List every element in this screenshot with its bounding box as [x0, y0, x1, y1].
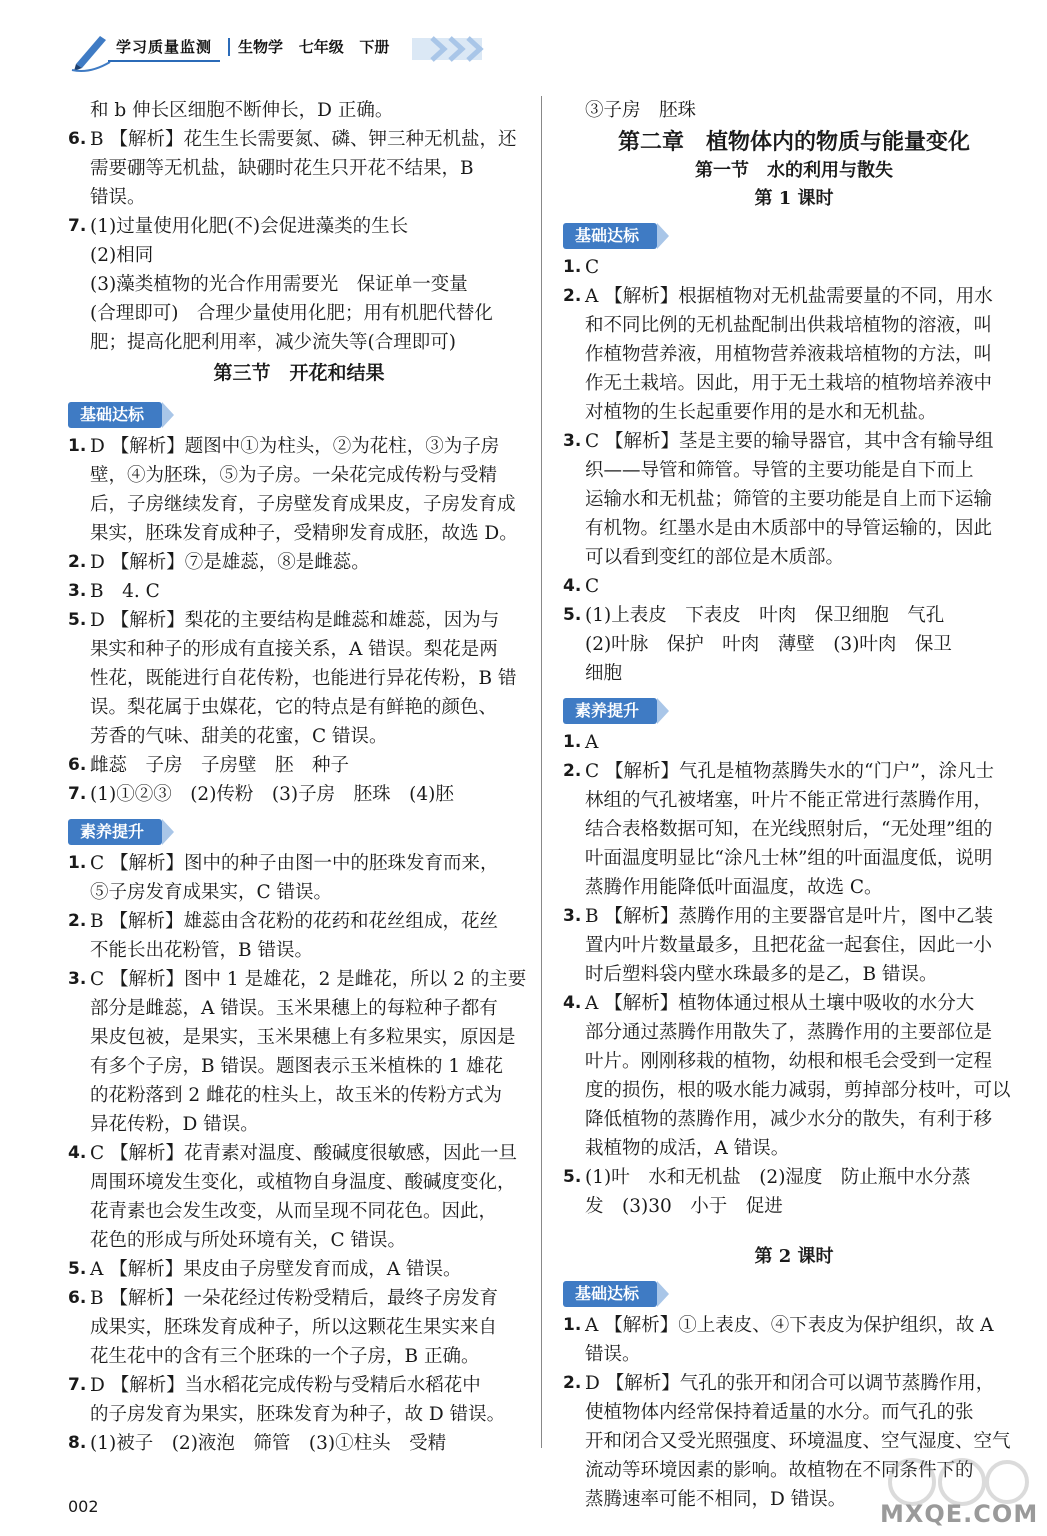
answer-text: D 【解析】气孔的张开和闭合可以调节蒸腾作用，	[585, 1373, 995, 1394]
answer-text: 花生花中的含有三个胚珠的一个子房，B 正确。	[90, 1346, 480, 1367]
answer-text: (2)叶脉 保护 叶肉 薄壁 (3)叶肉 保卫	[585, 634, 952, 655]
answer-line-cont	[563, 931, 1025, 960]
chevron-decoration-icon	[412, 36, 502, 62]
question-number	[68, 1342, 90, 1371]
answer-line	[68, 1429, 530, 1458]
answer-line	[563, 1163, 1025, 1192]
subject-info	[238, 34, 389, 60]
answer-text: B 4. C	[90, 581, 160, 602]
answer-line	[563, 572, 1025, 601]
answer-line-cont	[68, 328, 530, 357]
question-number: 1.	[68, 436, 87, 456]
question-number	[563, 543, 585, 572]
question-number	[563, 960, 585, 989]
question-number	[68, 1081, 90, 1110]
answer-text: 误。梨花属于虫媒花，它的特点是有鲜艳的颜色、	[90, 697, 498, 718]
answer-text: 结合表格数据可知，在光线照射后，“无处理”组的	[585, 819, 993, 840]
answer-line	[68, 1255, 530, 1284]
question-number	[68, 328, 90, 357]
answer-line	[68, 1139, 530, 1168]
basic-answers	[68, 432, 530, 809]
question-number: 2.	[563, 1373, 582, 1393]
answer-text: D 【解析】⑦是雄蕊，⑧是雌蕊。	[90, 552, 370, 573]
answer-text: B 【解析】雄蕊由含花粉的花药和花丝组成，花丝	[90, 911, 498, 932]
answer-line-cont	[68, 1342, 530, 1371]
advanced-badge: 素养提升	[563, 698, 657, 724]
answer-line-cont	[563, 1192, 1025, 1221]
question-number	[563, 340, 585, 369]
answer-line-cont	[563, 1398, 1025, 1427]
question-number	[563, 311, 585, 340]
answer-text: 错误。	[585, 1344, 641, 1365]
answer-line	[68, 125, 530, 154]
question-number	[68, 183, 90, 212]
answer-text: 花青素也会发生改变，从而呈现不同花色。因此，	[90, 1201, 498, 1222]
answer-text: 雌蕊 子房 子房壁 胚 种子	[90, 755, 350, 776]
answer-text: 肥；提高化肥利用率，减少流失等(合理即可)	[90, 332, 456, 353]
answer-line	[563, 757, 1025, 786]
header-separator	[228, 38, 230, 56]
answer-text: 蒸腾作用能降低叶面温度，故选 C。	[585, 877, 883, 898]
question-number: 3.	[68, 581, 87, 601]
answer-text: 度的损伤，根的吸水能力减弱，剪掉部分枝叶，可以	[585, 1080, 1011, 1101]
answer-line-cont	[68, 1023, 530, 1052]
question-number	[68, 154, 90, 183]
answer-line-cont	[68, 519, 530, 548]
page-number: 002	[68, 1497, 99, 1516]
question-number	[68, 1023, 90, 1052]
answer-text: 的花粉落到 2 雌花的柱头上，故玉米的传粉方式为	[90, 1085, 503, 1106]
answer-text: 部分通过蒸腾作用散失了，蒸腾作用的主要部位是	[585, 1022, 993, 1043]
grade: 七年级	[298, 38, 344, 56]
question-7-prev	[68, 212, 530, 357]
question-number	[563, 931, 585, 960]
answer-line-cont	[68, 936, 530, 965]
continued-line: ③子房 胚珠	[585, 100, 697, 121]
answer-line-cont	[563, 960, 1025, 989]
question-number	[68, 241, 90, 270]
answer-text: 降低植物的蒸腾作用，减少水分的散失，有利于移	[585, 1109, 993, 1130]
answer-text: C	[585, 576, 600, 597]
answer-line	[68, 965, 530, 994]
answer-line-cont	[563, 1105, 1025, 1134]
answer-text: A	[585, 732, 599, 753]
watermark-text: MXQE.COM	[880, 1500, 1039, 1528]
answer-line-cont	[563, 311, 1025, 340]
question-number: 4.	[563, 576, 582, 596]
answer-line	[563, 1311, 1025, 1340]
question-number: 7.	[68, 784, 87, 804]
answer-line-cont	[68, 635, 530, 664]
answer-line-cont	[68, 1168, 530, 1197]
answer-text: 壁，④为胚珠，⑤为子房。一朵花完成传粉与受精	[90, 465, 498, 486]
answer-text: D 【解析】当水稻花完成传粉与受精后水稻花中	[90, 1375, 481, 1396]
answer-text: C 【解析】图中的种子由图一中的胚珠发育而来，	[90, 853, 499, 874]
basic-badge: 基础达标	[68, 402, 162, 428]
question-number: 6.	[68, 1288, 87, 1308]
answer-line-cont	[563, 1076, 1025, 1105]
question-number: 2.	[68, 552, 87, 572]
question-number	[563, 873, 585, 902]
answer-line-cont	[68, 722, 530, 751]
question-number	[68, 490, 90, 519]
question-number	[563, 1340, 585, 1369]
answer-text: 的子房发育为果实，胚珠发育为种子，故 D 错误。	[90, 1404, 506, 1425]
lesson-title: 第 1 课时	[754, 188, 834, 209]
chapter-title: 第二章 植物体内的物质与能量变化	[617, 129, 970, 155]
answer-text: 可以看到变红的部位是木质部。	[585, 547, 845, 568]
question-number	[563, 1134, 585, 1163]
basic-badge: 基础达标	[563, 223, 657, 249]
answer-line	[563, 253, 1025, 282]
answer-line	[563, 282, 1025, 311]
answer-line-cont	[68, 1110, 530, 1139]
answer-line-cont	[563, 873, 1025, 902]
question-number	[68, 299, 90, 328]
answer-line	[68, 1284, 530, 1313]
answer-text: 使植物体内经常保持着适量的水分。而气孔的张	[585, 1402, 974, 1423]
answer-text: 栽植物的成活，A 错误。	[585, 1138, 790, 1159]
answer-line-cont	[68, 299, 530, 328]
answer-text: 对植物的生长起重要作用的是水和无机盐。	[585, 402, 937, 423]
question-number: 4.	[563, 993, 582, 1013]
answer-text: 叶面温度明显比“涂凡士林”组的叶面温度低，说明	[585, 848, 993, 869]
answer-text: 叶片。刚刚移栽的植物，幼根和根毛会受到一定程	[585, 1051, 993, 1072]
answer-line	[68, 751, 530, 780]
column-divider	[541, 96, 542, 1448]
answer-line	[68, 432, 530, 461]
question-number	[68, 693, 90, 722]
answer-line-cont	[563, 844, 1025, 873]
answer-text: C 【解析】花青素对温度、酸碱度很敏感，因此一旦	[90, 1143, 518, 1164]
answer-line	[68, 907, 530, 936]
question-number: 3.	[68, 969, 87, 989]
question-6-prev	[68, 125, 530, 212]
answer-line-cont	[563, 340, 1025, 369]
answer-line	[68, 548, 530, 577]
answer-line-cont	[68, 461, 530, 490]
answer-text: (1)①②③ (2)传粉 (3)子房 胚珠 (4)胚	[90, 784, 454, 805]
answer-line-cont	[68, 1197, 530, 1226]
answer-line-cont	[68, 1226, 530, 1255]
question-number	[68, 270, 90, 299]
answer-line-cont	[563, 1047, 1025, 1076]
answer-line-cont	[563, 1134, 1025, 1163]
answer-line-cont	[563, 659, 1025, 688]
answer-line-cont	[563, 456, 1025, 485]
question-number: 1.	[563, 1315, 582, 1335]
answer-line-cont	[68, 241, 530, 270]
answer-text: 错误。	[90, 187, 146, 208]
answer-line	[563, 601, 1025, 630]
answer-text: 作无土栽培。因此，用于无土栽培的植物培养液中	[585, 373, 993, 394]
question-number	[68, 1400, 90, 1429]
answer-text: 异花传粉，D 错误。	[90, 1114, 259, 1135]
answer-text: 果实和种子的形成有直接关系，A 错误。梨花是两	[90, 639, 498, 660]
answer-text: (1)被子 (2)液泡 筛管 (3)①柱头 受精	[90, 1433, 447, 1454]
question-number: 8.	[68, 1433, 87, 1453]
question-number: 7.	[68, 216, 87, 236]
question-number	[563, 786, 585, 815]
answer-line	[68, 849, 530, 878]
answer-text: C	[585, 257, 600, 278]
answer-text: C 【解析】茎是主要的输导器官，其中含有输导组	[585, 431, 994, 452]
answer-line-cont	[68, 693, 530, 722]
question-number	[68, 461, 90, 490]
answer-line	[563, 1369, 1025, 1398]
answer-text: C 【解析】气孔是植物蒸腾失水的“门户”，涂凡士	[585, 761, 994, 782]
answer-text: B 【解析】蒸腾作用的主要器官是叶片，图中乙装	[585, 906, 993, 927]
answer-line-cont	[68, 490, 530, 519]
question-number	[563, 369, 585, 398]
answer-text: A 【解析】①上表皮、④下表皮为保护组织，故 A	[585, 1315, 994, 1336]
answer-line-cont	[68, 994, 530, 1023]
answer-text: C 【解析】图中 1 是雄花，2 是雌花，所以 2 的主要	[90, 969, 527, 990]
answer-line-cont	[563, 630, 1025, 659]
answer-text: (合理即可) 合理少量使用化肥；用有机肥代替化	[90, 303, 493, 324]
answer-text: 作植物营养液，用植物营养液栽培植物的方法，叫	[585, 344, 993, 365]
question-number: 2.	[68, 911, 87, 931]
advanced-badge: 素养提升	[68, 819, 162, 845]
answer-text: 和不同比例的无机盐配制出供栽培植物的溶液，叫	[585, 315, 993, 336]
question-number	[68, 1168, 90, 1197]
question-number	[563, 1192, 585, 1221]
answer-text: 成果实，胚珠发育成种子，所以这颗花生果实来自	[90, 1317, 498, 1338]
answer-line-cont	[68, 878, 530, 907]
answer-text: 运输水和无机盐；筛管的主要功能是自上而下运输	[585, 489, 993, 510]
basic-answers	[563, 253, 1025, 688]
answer-text: (1)过量使用化肥(不)会促进藻类的生长	[90, 216, 409, 237]
question-number	[563, 514, 585, 543]
answer-text: B 【解析】一朵花经过传粉受精后，最终子房发育	[90, 1288, 498, 1309]
question-number	[68, 878, 90, 907]
answer-text: 花色的形成与所处环境有关，C 错误。	[90, 1230, 407, 1251]
answer-line-cont	[563, 815, 1025, 844]
answer-line-cont	[68, 1400, 530, 1429]
question-number	[68, 994, 90, 1023]
answer-line-cont	[68, 1313, 530, 1342]
answer-text: A 【解析】根据植物对无机盐需要量的不同，用水	[585, 286, 993, 307]
answer-text: ⑤子房发育成果实，C 错误。	[90, 882, 333, 903]
lesson-title: 第 2 课时	[754, 1246, 834, 1267]
answer-line	[563, 989, 1025, 1018]
question-number	[563, 844, 585, 873]
answer-line-cont	[563, 369, 1025, 398]
question-number	[563, 630, 585, 659]
continued-line: 和 b 伸长区细胞不断伸长，D 正确。	[90, 100, 394, 121]
answer-line	[68, 577, 530, 606]
answer-text: 果实，胚珠发育成种子，受精卵发育成胚，故选 D。	[90, 523, 518, 544]
answer-line	[563, 728, 1025, 757]
answer-text: A 【解析】果皮由子房壁发育而成，A 错误。	[90, 1259, 462, 1280]
answer-text: 时后塑料袋内壁水珠最多的是乙，B 错误。	[585, 964, 938, 985]
answer-text: (1)叶 水和无机盐 (2)湿度 防止瓶中水分蒸	[585, 1167, 971, 1188]
series-title: 学习质量监测	[108, 34, 220, 62]
question-number: 7.	[68, 1375, 87, 1395]
answer-text: 性花，既能进行自花传粉，也能进行异花传粉，B 错	[90, 668, 517, 689]
question-number	[563, 1047, 585, 1076]
question-number	[68, 936, 90, 965]
question-number: 4.	[68, 1143, 87, 1163]
question-number	[563, 456, 585, 485]
question-number	[68, 1110, 90, 1139]
answer-text: 需要硼等无机盐，缺硼时花生只开花不结果，B	[90, 158, 474, 179]
question-number: 3.	[563, 431, 582, 451]
answer-text: A 【解析】植物体通过根从土壤中吸收的水分大	[585, 993, 975, 1014]
answer-text: 有机物。红墨水是由木质部中的导管运输的，因此	[585, 518, 993, 539]
left-column	[68, 96, 530, 1458]
question-number	[68, 664, 90, 693]
answer-text: (1)上表皮 下表皮 叶肉 保卫细胞 气孔	[585, 605, 945, 626]
question-number: 1.	[563, 732, 582, 752]
question-number	[68, 722, 90, 751]
question-number	[68, 1197, 90, 1226]
answer-text: (2)相同	[90, 245, 154, 266]
answer-text: 部分是雌蕊，A 错误。玉米果穗上的每粒种子都有	[90, 998, 498, 1019]
answer-line-cont	[68, 183, 530, 212]
answer-line	[563, 902, 1025, 931]
answer-line	[68, 780, 530, 809]
answer-line	[68, 1371, 530, 1400]
answer-line-cont	[563, 485, 1025, 514]
basic-badge: 基础达标	[563, 1281, 657, 1307]
advanced-answers	[563, 728, 1025, 1221]
question-number: 5.	[563, 1167, 582, 1187]
answer-line-cont	[563, 1340, 1025, 1369]
answer-text: (3)藻类植物的光合作用需要光 保证单一变量	[90, 274, 468, 295]
question-number	[563, 1018, 585, 1047]
answer-text: 发 (3)30 小于 促进	[585, 1196, 783, 1217]
page-header	[70, 30, 510, 74]
answer-line	[68, 606, 530, 635]
answer-line-cont	[563, 786, 1025, 815]
answer-line-cont	[563, 398, 1025, 427]
question-number	[563, 1456, 585, 1485]
question-number: 3.	[563, 906, 582, 926]
answer-line-cont	[68, 664, 530, 693]
right-column	[563, 96, 1025, 1514]
question-number	[563, 1398, 585, 1427]
question-number	[68, 1313, 90, 1342]
question-number: 2.	[563, 761, 582, 781]
advanced-answers	[68, 849, 530, 1458]
answer-line-cont	[563, 1018, 1025, 1047]
answer-text: 林组的气孔被堵塞，叶片不能正常进行蒸腾作用，	[585, 790, 993, 811]
answer-line-cont	[68, 1052, 530, 1081]
answer-text: 后，子房继续发育，子房壁发育成果皮，子房发育成	[90, 494, 516, 515]
question-number	[563, 398, 585, 427]
answer-line	[68, 212, 530, 241]
question-number	[563, 1427, 585, 1456]
answer-text: D 【解析】题图中①为柱头，②为花柱，③为子房	[90, 436, 500, 457]
question-number: 1.	[68, 853, 87, 873]
answer-text: 蒸腾速率可能不相同，D 错误。	[585, 1489, 847, 1510]
question-number	[68, 1052, 90, 1081]
answer-text: 细胞	[585, 663, 623, 684]
subject: 生物学	[238, 38, 284, 56]
answer-text: 果皮包被，是果实，玉米果穗上有多粒果实，原因是	[90, 1027, 516, 1048]
answer-line-cont	[68, 1081, 530, 1110]
question-number: 5.	[563, 605, 582, 625]
answer-line-cont	[68, 154, 530, 183]
question-number	[563, 659, 585, 688]
question-number: 2.	[563, 286, 582, 306]
answer-line-cont	[68, 270, 530, 299]
answer-text: 开和闭合又受光照强度、环境温度、空气湿度、空气	[585, 1431, 1011, 1452]
question-number	[68, 635, 90, 664]
section-title: 第一节 水的利用与散失	[695, 160, 893, 181]
answer-line	[563, 427, 1025, 456]
answer-text: 周围环境发生变化，或植物自身温度、酸碱度变化，	[90, 1172, 516, 1193]
answer-text: B 【解析】花生生长需要氮、磷、钾三种无机盐，还	[90, 129, 517, 150]
answer-text: 织——导管和筛管。导管的主要功能是自下而上	[585, 460, 974, 481]
question-number	[563, 1105, 585, 1134]
section-title: 第三节 开花和结果	[213, 362, 385, 384]
answer-text: 芳香的气味、甜美的花蜜，C 错误。	[90, 726, 388, 747]
answer-text: 置内叶片数量最多，且把花盆一起套住，因此一小	[585, 935, 993, 956]
question-number: 6.	[68, 755, 87, 775]
answer-text: 流动等环境因素的影响。故植物在不同条件下的	[585, 1460, 974, 1481]
question-number: 6.	[68, 129, 87, 149]
answer-text: 不能长出花粉管，B 错误。	[90, 940, 313, 961]
answer-text: 有多个子房，B 错误。题图表示玉米植株的 1 雄花	[90, 1056, 504, 1077]
question-number	[68, 1226, 90, 1255]
question-number	[563, 1485, 585, 1514]
answer-line-cont	[563, 543, 1025, 572]
question-number: 5.	[68, 610, 87, 630]
question-number: 1.	[563, 257, 582, 277]
question-number	[563, 485, 585, 514]
volume: 下册	[359, 38, 390, 56]
answer-text: D 【解析】梨花的主要结构是雌蕊和雄蕊，因为与	[90, 610, 500, 631]
question-number	[563, 815, 585, 844]
question-number	[68, 519, 90, 548]
answer-line-cont	[563, 514, 1025, 543]
question-number: 5.	[68, 1259, 87, 1279]
question-number	[563, 1076, 585, 1105]
